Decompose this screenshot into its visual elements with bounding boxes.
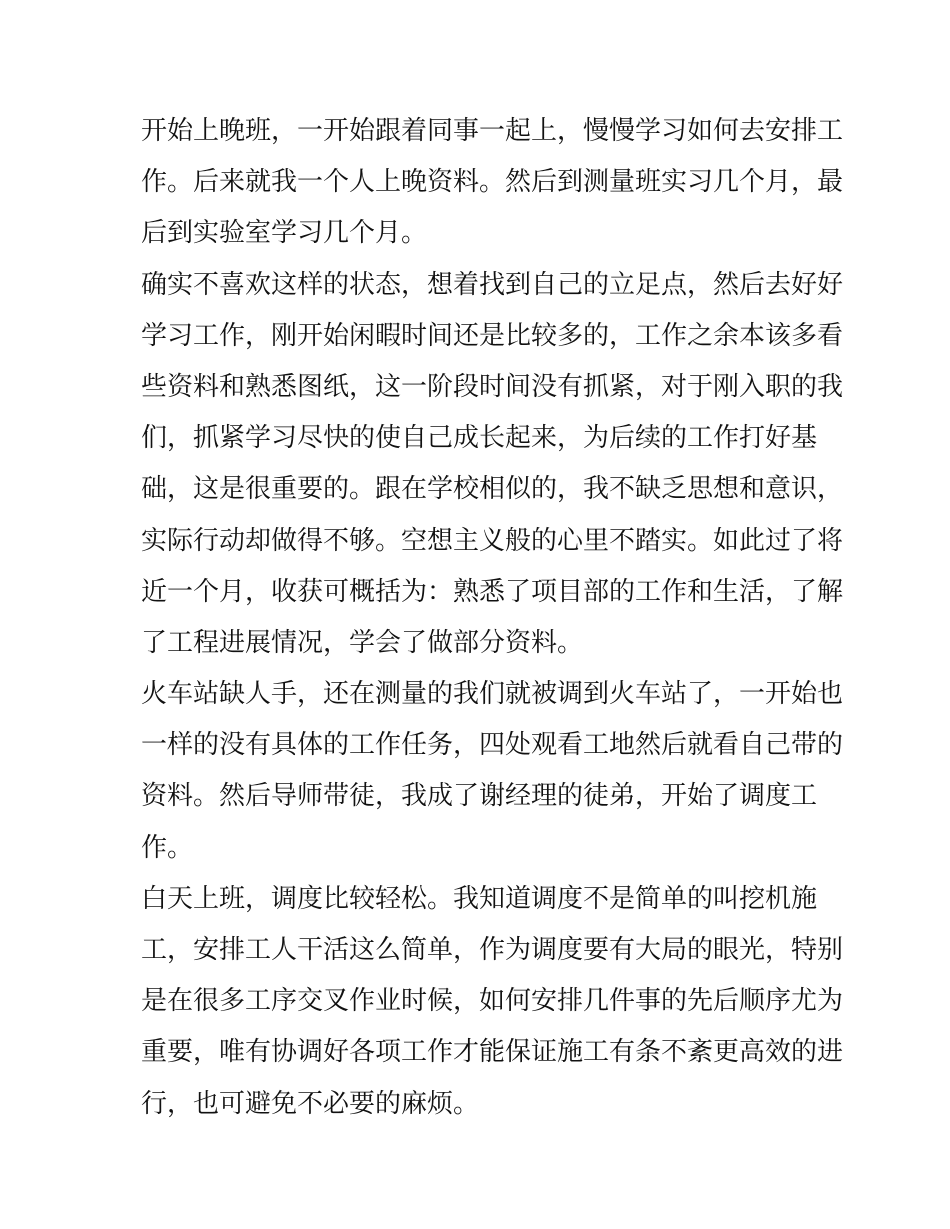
text-line: 工，安排工人干活这么简单，作为调度要有大局的眼光，特别 xyxy=(141,935,844,965)
text-line: 实际行动却做得不够。空想主义般的心里不踏实。如此过了将 xyxy=(141,525,844,556)
text-line: 白天上班，调度比较轻松。我知道调度不是简单的叫挖机施 xyxy=(141,883,818,914)
text-line: 作。 xyxy=(141,832,194,863)
text-line: 学习工作，刚开始闲暇时间还是比较多的，工作之余本该多看 xyxy=(141,320,844,351)
text-line: 是在很多工序交叉作业时候，如何安排几件事的先后顺序尤为 xyxy=(141,986,844,1017)
text-line: 近一个月，收获可概括为：熟悉了项目部的工作和生活，了解 xyxy=(141,576,844,607)
text-line: 些资料和熟悉图纸，这一阶段时间没有抓紧，对于刚入职的我 xyxy=(141,371,844,402)
text-line: 资料。然后导师带徒，我成了谢经理的徒弟，开始了调度工 xyxy=(141,781,818,812)
paragraph-1 xyxy=(141,106,844,260)
paragraph-2 xyxy=(141,260,844,670)
text-line: 作。后来就我一个人上晚资料。然后到测量班实习几个月，最 xyxy=(141,167,844,198)
text-line: 火车站缺人手，还在测量的我们就被调到火车站了，一开始也 xyxy=(141,679,844,710)
text-line: 们，抓紧学习尽快的使自己成长起来，为后续的工作打好基 xyxy=(141,423,818,454)
paragraph-4 xyxy=(141,874,844,1130)
text-line: 了工程进展情况，学会了做部分资料。 xyxy=(141,627,584,658)
text-line: 确实不喜欢这样的状态，想着找到自己的立足点，然后去好好 xyxy=(141,269,844,300)
text-line: 行，也可避免不必要的麻烦。 xyxy=(141,1088,480,1119)
text-line: 一样的没有具体的工作任务，四处观看工地然后就看自己带的 xyxy=(141,730,844,761)
text-line: 础，这是很重要的。跟在学校相似的，我不缺乏思想和意识， xyxy=(141,474,844,505)
text-line: 重要，唯有协调好各项工作才能保证施工有条不紊更高效的进 xyxy=(141,1037,844,1068)
text-line: 开始上晚班，一开始跟着同事一起上，慢慢学习如何去安排工 xyxy=(141,116,844,146)
document-body xyxy=(141,106,844,1130)
text-line: 后到实验室学习几个月。 xyxy=(141,218,428,249)
paragraph-3 xyxy=(141,669,844,874)
